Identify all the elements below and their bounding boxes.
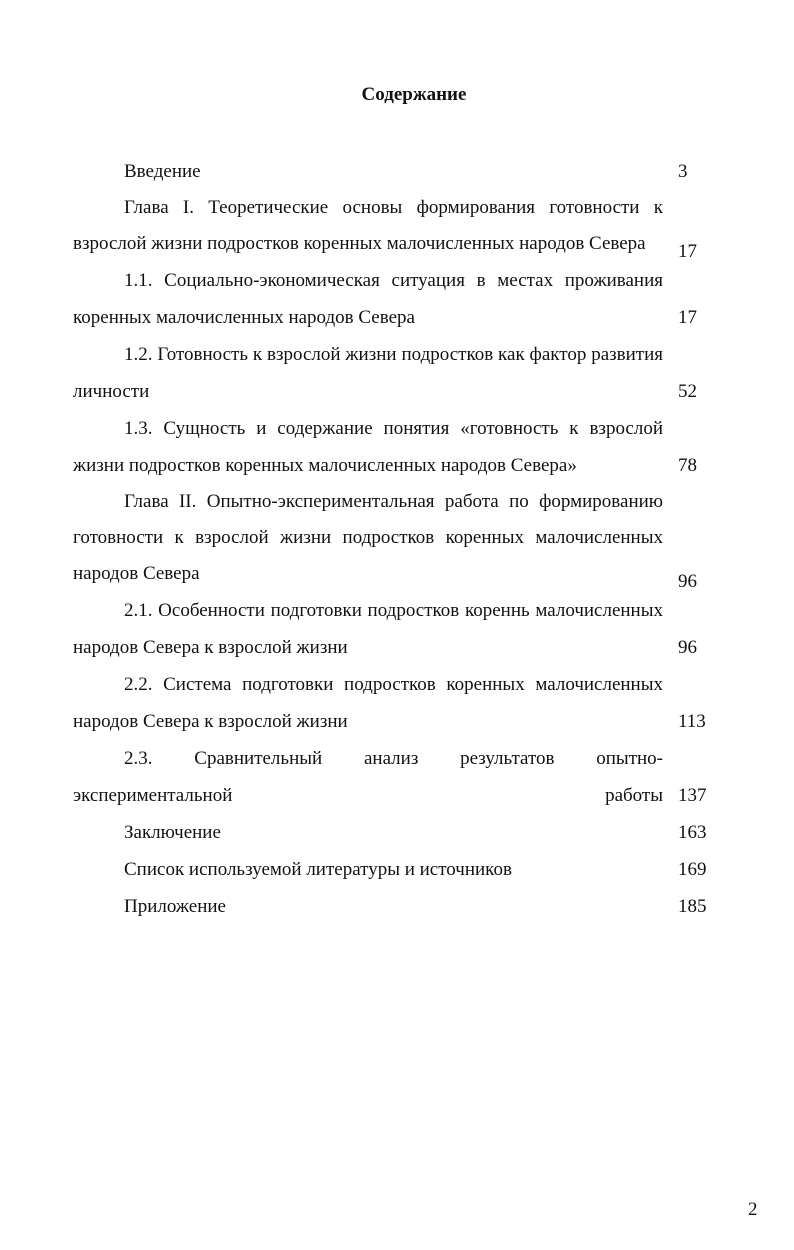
page-number: 2 bbox=[748, 1199, 758, 1220]
toc-entry-page: 137 bbox=[678, 785, 707, 806]
toc-entry-page: 17 bbox=[678, 241, 697, 262]
toc-entry-text: 1.1. Социально-экономическая ситуация в местах проживания коренных малочисленных народов Севера bbox=[73, 270, 663, 328]
toc-entry-page: 185 bbox=[678, 896, 707, 917]
toc-entry-text: 2.2. Система подготовки подростков коренных малочисленных народов Севера к взрослой жизни bbox=[73, 674, 663, 732]
table-of-contents bbox=[73, 153, 733, 925]
toc-entry-text: Введение bbox=[124, 161, 201, 182]
toc-entry-page: 113 bbox=[678, 711, 706, 732]
toc-entry-references bbox=[73, 851, 733, 888]
toc-entry-conclusion bbox=[73, 814, 733, 851]
toc-entry-introduction bbox=[73, 153, 733, 190]
toc-entry-chapter-2 bbox=[73, 484, 697, 592]
toc-entry-text: Приложение bbox=[124, 896, 226, 917]
toc-entry-chapter-1 bbox=[73, 190, 697, 262]
toc-entry-text: 2.1. Особенности подготовки подростков кореннь малочисленных народов Севера к взрослой жизни bbox=[73, 600, 663, 658]
toc-entry-text: 1.3. Сущность и содержание понятия «готовность к взрослой жизни подростков коренных малочисленных народов Севера» bbox=[73, 418, 663, 476]
page-title: Содержание bbox=[361, 84, 467, 105]
toc-entry-text: Заключение bbox=[124, 822, 221, 843]
toc-entry-page: 169 bbox=[678, 859, 707, 880]
toc-entry-page: 78 bbox=[678, 455, 697, 476]
toc-entry-text: Глава II. Опытно-экспериментальная работа по формированию готовности к взрослой жизни подростков коренных малочисленных народов Севера bbox=[73, 491, 663, 584]
toc-entry-page: 163 bbox=[678, 822, 707, 843]
toc-entry-page: 52 bbox=[678, 381, 697, 402]
toc-entry-section-2-2 bbox=[73, 666, 706, 740]
toc-entry-page: 17 bbox=[678, 307, 697, 328]
toc-entry-section-2-1 bbox=[73, 592, 697, 666]
toc-entry-section-1-2 bbox=[73, 336, 697, 410]
toc-entry-page: 96 bbox=[678, 637, 697, 658]
toc-entry-text: Глава I. Теоретические основы формирования готовности к взрослой жизни подростков коренных малочисленных народов Севера bbox=[73, 197, 663, 254]
toc-entry-section-1-3 bbox=[73, 410, 697, 484]
toc-entry-text: Список используемой литературы и источников bbox=[124, 859, 512, 880]
toc-entry-page: 3 bbox=[678, 161, 688, 182]
toc-entry-text: 2.3. Сравнительный анализ результатов опытно-экспериментальной работы bbox=[73, 748, 663, 806]
toc-entry-text: 1.2. Готовность к взрослой жизни подростков как фактор развития личности bbox=[73, 344, 663, 402]
toc-entry-page: 96 bbox=[678, 571, 697, 592]
toc-entry-section-2-3 bbox=[73, 740, 707, 814]
toc-entry-section-1-1 bbox=[73, 262, 697, 336]
toc-entry-appendix bbox=[73, 888, 733, 925]
